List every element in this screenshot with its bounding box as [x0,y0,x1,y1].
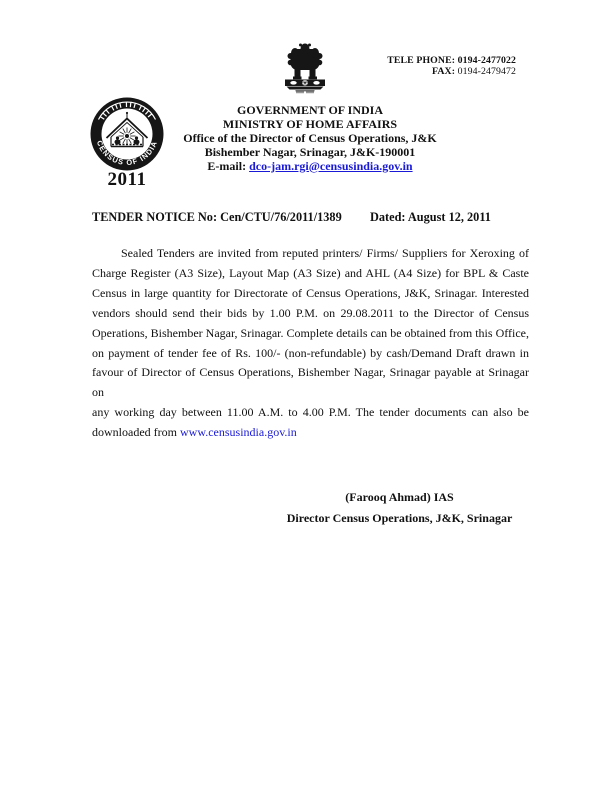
org-line-address: Bishember Nagar, Srinagar, J&K-190001 [204,144,416,159]
body-line: Sealed Tenders are invited from reputed printers/ Firms/ Suppliers for Xeroxing of [121,246,529,260]
signatory-name: (Farooq Ahmad) IAS [345,490,454,504]
body-line: vendors should send their bids by 1.00 P.M. on 29.08.2011 to the Director of Census [92,305,529,320]
fax-number: 0194-2479472 [457,65,516,77]
fax-line [316,67,516,78]
census-logo-icon [90,97,164,171]
org-line-government: GOVERNMENT OF INDIA [236,103,383,117]
tender-notice-date: Dated: August 12, 2011 [370,210,491,224]
email-label: E-mail: [207,158,247,173]
body-line: Charge Register (A3 Size), Layout Map (A3 Size) and AHL (A4 Size) for BPL & Caste [92,265,529,280]
website-link[interactable]: www.censusindia.gov.in [179,425,297,440]
email-link[interactable]: dco-jam.rgi@censusindia.gov.in [249,158,413,173]
tender-notice-line [92,210,552,225]
tender-body-paragraph [92,244,529,443]
fax-label: FAX: [432,65,456,77]
census-logo [90,97,164,171]
body-line: favour of Director of Census Operations, Bishember Nagar, Srinagar payable at Srinagar on [92,365,529,400]
body-line: Census in large quantity for Directorate of Census Operations, J&K, Srinagar. Interested [92,285,529,300]
telephone-label: TELE PHONE: [387,55,456,66]
tender-notice-number: TENDER NOTICE No: Cen/CTU/76/2011/1389 [92,210,342,224]
contact-block [316,56,516,78]
signatory-title: Director Census Operations, J&K, Srinagar [286,511,513,525]
org-header [160,104,460,174]
body-line: any working day between 11.00 A.M. to 4.00 P.M. The tender documents can also be [92,405,529,420]
census-year-label: 2011 [107,169,147,190]
lion-capital-icon [282,43,328,94]
signature-block [277,487,522,529]
logo-bottom-text: CENSUS OF INDIA [94,139,160,168]
emblem-motto-text [296,91,315,93]
org-line-ministry: MINISTRY OF HOME AFFAIRS [222,116,398,131]
org-line-email [160,160,460,174]
body-line: on payment of tender fee of Rs. 100/- (non-refundable) by cash/Demand Draft drawn in [92,345,529,360]
body-last-line-text: downloaded from [92,425,180,440]
national-emblem-icon [282,43,328,94]
body-line-last [92,423,529,443]
org-line-office: Office of the Director of Census Operations, J&K [183,130,437,145]
body-line: Operations, Bishember Nagar, Srinagar. Complete details can be obtained from this Office, [92,325,529,340]
telephone-number: 0194-2477022 [457,55,516,66]
